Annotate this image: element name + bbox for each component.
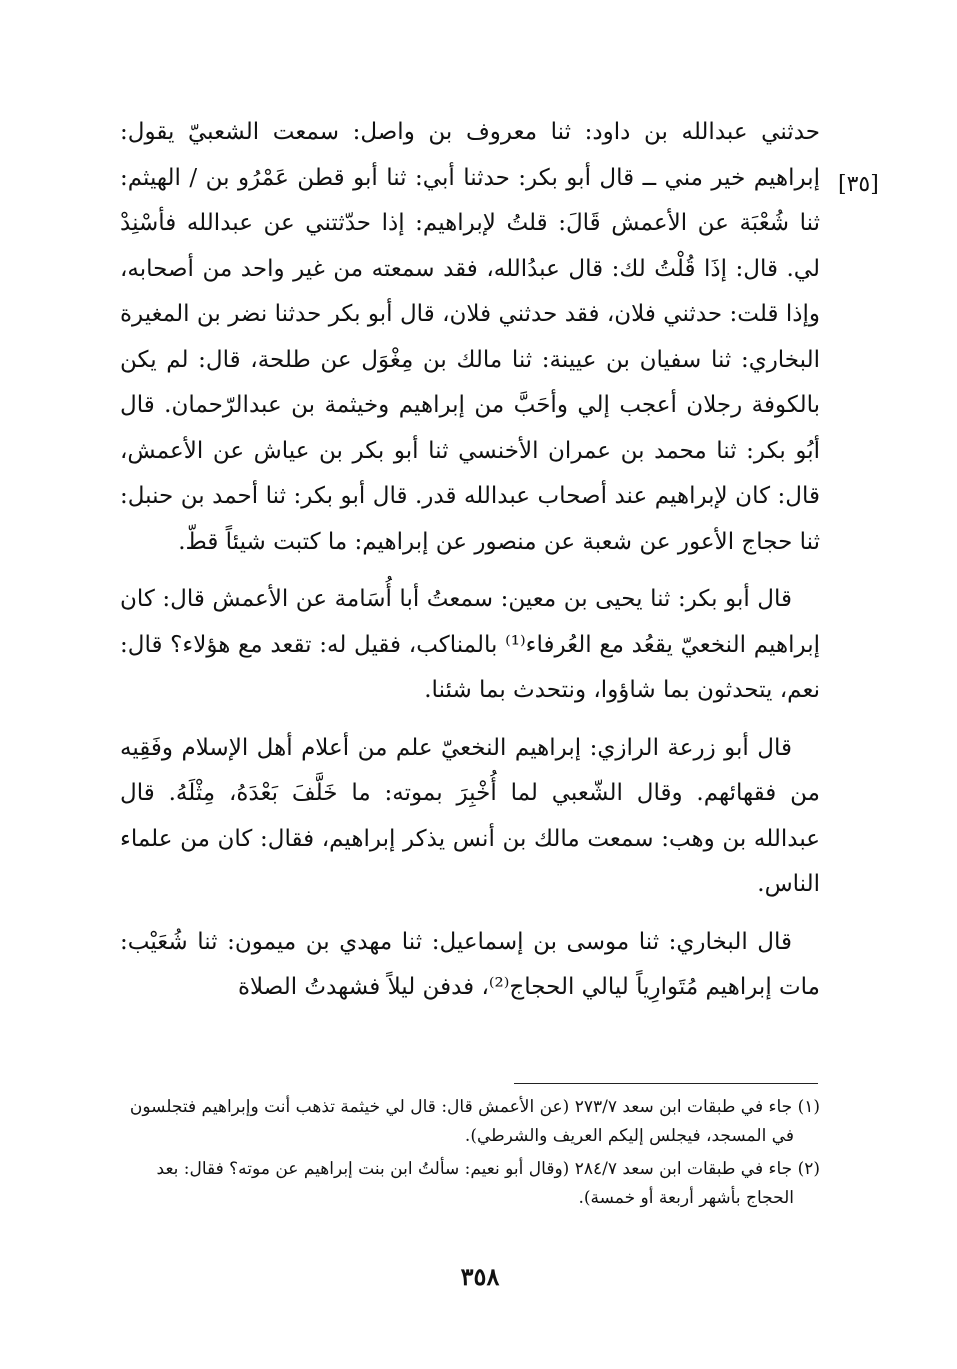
paragraph-4: قال البخاري: ثنا موسى بن إسماعيل: ثنا مهدي بن ميمون: ثنا شُعَيْب: مات إبراهيم مُتَوارِياً ليالي الحجاج⁽²⁾، فدفن ليلاً فشهدتُ الصلاة	[120, 928, 820, 1000]
paragraph-3: قال أبو زرعة الرازي: إبراهيم النخعيّ علم من أعلام أهل الإسلام وفَقِيه من فقهائهم. وقال الشّعبي لما أُخْبِرَ بموته: ما خَلَّفَ بَعْدَهُ، مِثْلَهُ. قال عبدالله بن وهب: سمعت مالك بن أنس يذكر إبراهيم، فقال: كان من علماء الناس.	[120, 734, 820, 897]
margin-page-marker: [٣٥]	[838, 172, 879, 197]
paragraph-2: قال أبو بكر: ثنا يحيى بن معين: سمعتُ أبا أُسَامة عن الأعمش قال: كان إبراهيم النخعيّ يقعُد مع العُرفاء⁽¹⁾ بالمناكب، فقيل له: تقعد مع هؤلاء؟ قال: نعم، يتحدثون بما شاؤوا، ونتحدث بما شئنا.	[120, 586, 820, 703]
page-number: ٣٥٨	[460, 1262, 500, 1291]
main-text	[120, 110, 820, 1011]
footnote-1: (١) جاء في طبقات ابن سعد ٢٧٣/٧ (عن الأعمش قال: قال لي خيثمة تذهب أنت وإبراهيم فتجلسون في المسجد، فيجلس إليكم العريف والشرطي).	[129, 1097, 820, 1146]
footnote-divider	[514, 1083, 818, 1084]
footnote-2: (٢) جاء في طبقات ابن سعد ٢٨٤/٧ (وقال أبو نعيم: سألتُ ابن بنت إبراهيم عن موته؟ فقال: بعد الحجاج بأشهر أربعة أو خمسة).	[156, 1159, 820, 1208]
paragraph-1: حدثني عبدالله بن داود: ثنا معروف بن واصل: سمعت الشعبيّ يقول: إبراهيم خير مني ــ قال أبو بكر: حدثنا أبي: ثنا أبو قطن عَمْرُو بن / الهيثم: ثنا شُعْبَة عن الأعمش قَالَ: قلتُ لإبراهيم: إذا حدّثتني عن عبدالله فأسْنِدْ لي. قال: إذَا قُلْتُ لك: قال عبدُالله، فقد سمعته من غير واحد من أصحابه، وإذا قلت: حدثني فلان، فقد حدثني فلان، قال أبو بكر حدثنا نضر بن المغيرة البخاري: ثنا سفيان بن عيينة: ثنا مالك بن مِغْوَل عن طلحة، قال: لم يكن بالكوفة رجلان أعجب إلي وأحَبَّ من إبراهيم وخيثمة بن عبدالرّحمان. قال أبُو بكر: ثنا محمد بن عمران الأخنسي ثنا أبو بكر بن عياش عن الأعمش، قال: كان لإبراهيم عند أصحاب عبدالله قدر. قال أبو بكر: ثنا أحمد بن حنبل: ثنا حجاج الأعور عن شعبة عن منصور عن إبراهيم: ما كتبت شيئاً قطّ.	[120, 119, 820, 555]
footnotes	[118, 1093, 820, 1217]
